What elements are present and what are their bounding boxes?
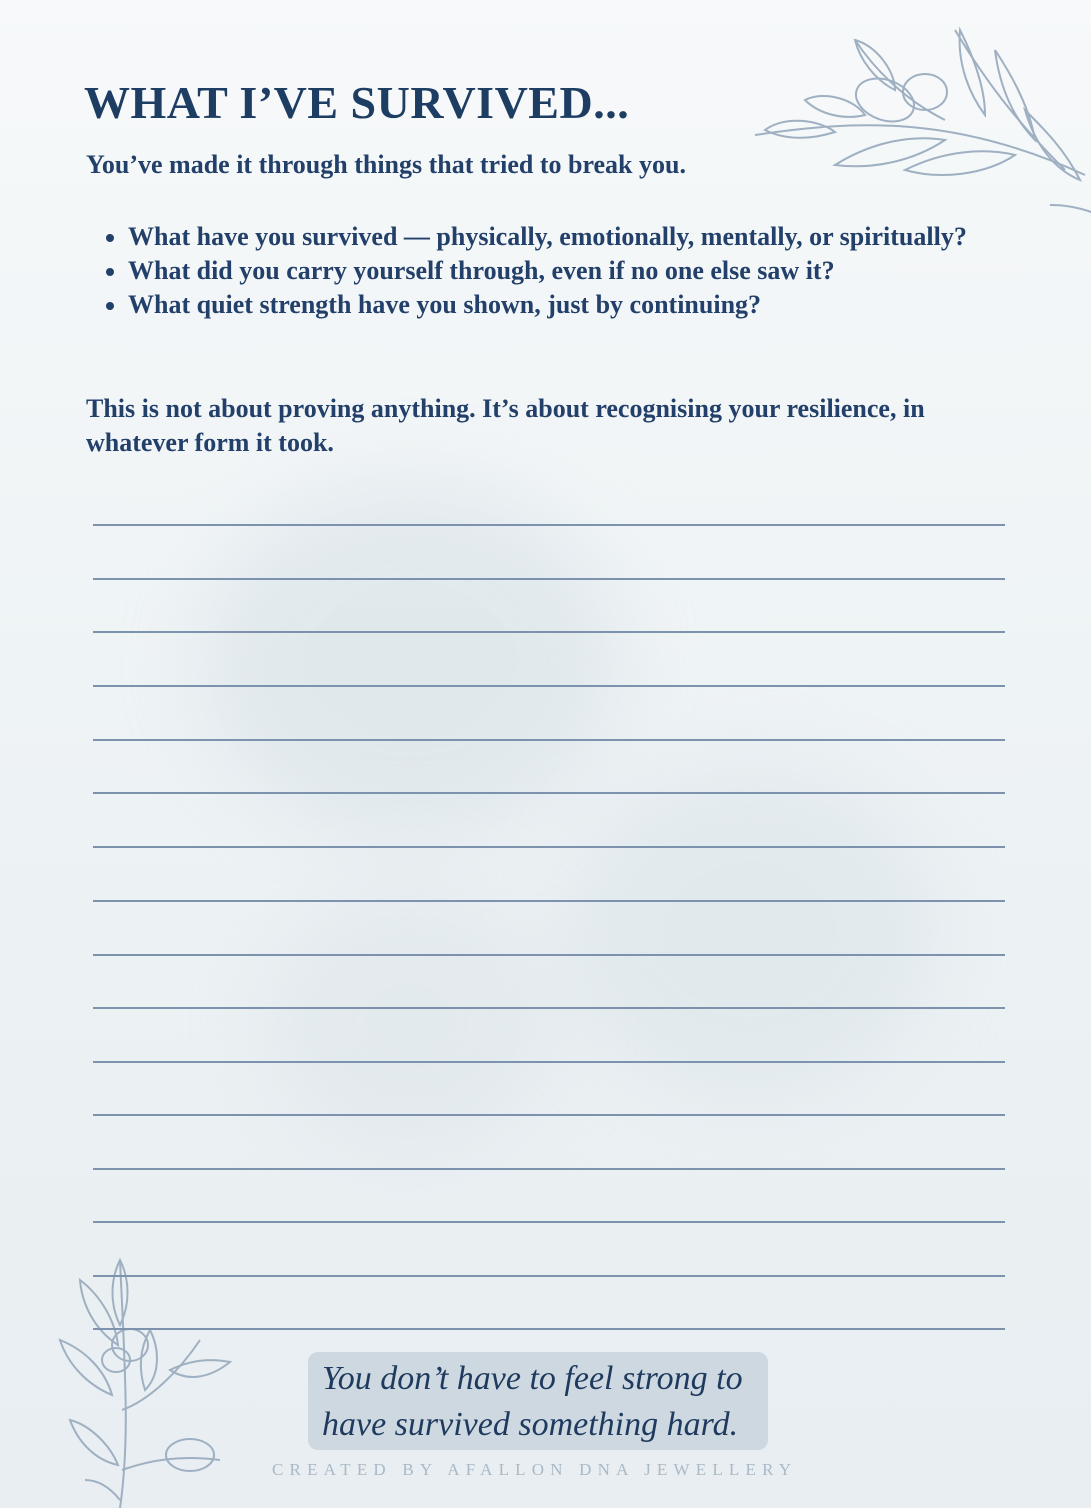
writing-area[interactable] [93,0,1005,1508]
writing-line [93,578,1005,580]
list-item: • What did you carry yourself through, even if no one else saw it? [128,254,1028,288]
footer-credit: CREATED BY AFALLON DNA JEWELLERY [272,1460,798,1479]
writing-line [93,1168,1005,1170]
closing-text: This is not about proving anything. It’s about recognising your resilience, in whatever form it took. [86,394,925,457]
quote-text [322,1356,760,1448]
writing-line [93,1221,1005,1223]
writing-line [93,685,1005,687]
quote-line: have survived something hard. [322,1406,739,1443]
writing-line [93,739,1005,741]
writing-line [93,792,1005,794]
list-item: • What quiet strength have you shown, just by continuing? [128,288,1028,322]
quote-line: You don’t have to feel strong to [322,1360,743,1397]
intro-text: You’ve made it through things that tried to break you. [86,150,686,179]
list-item: • What have you survived — physically, emotionally, mentally, or spiritually? [128,220,1028,254]
writing-line [93,1275,1005,1277]
writing-line [93,1114,1005,1116]
writing-line [93,1007,1005,1009]
writing-line [93,524,1005,526]
writing-line [93,1061,1005,1063]
writing-line [93,1328,1005,1330]
page-title: WHAT I’VE SURVIVED... [84,77,630,128]
writing-line [93,900,1005,902]
writing-line [93,846,1005,848]
writing-line [93,954,1005,956]
quote-box [308,1352,768,1450]
writing-line [93,631,1005,633]
